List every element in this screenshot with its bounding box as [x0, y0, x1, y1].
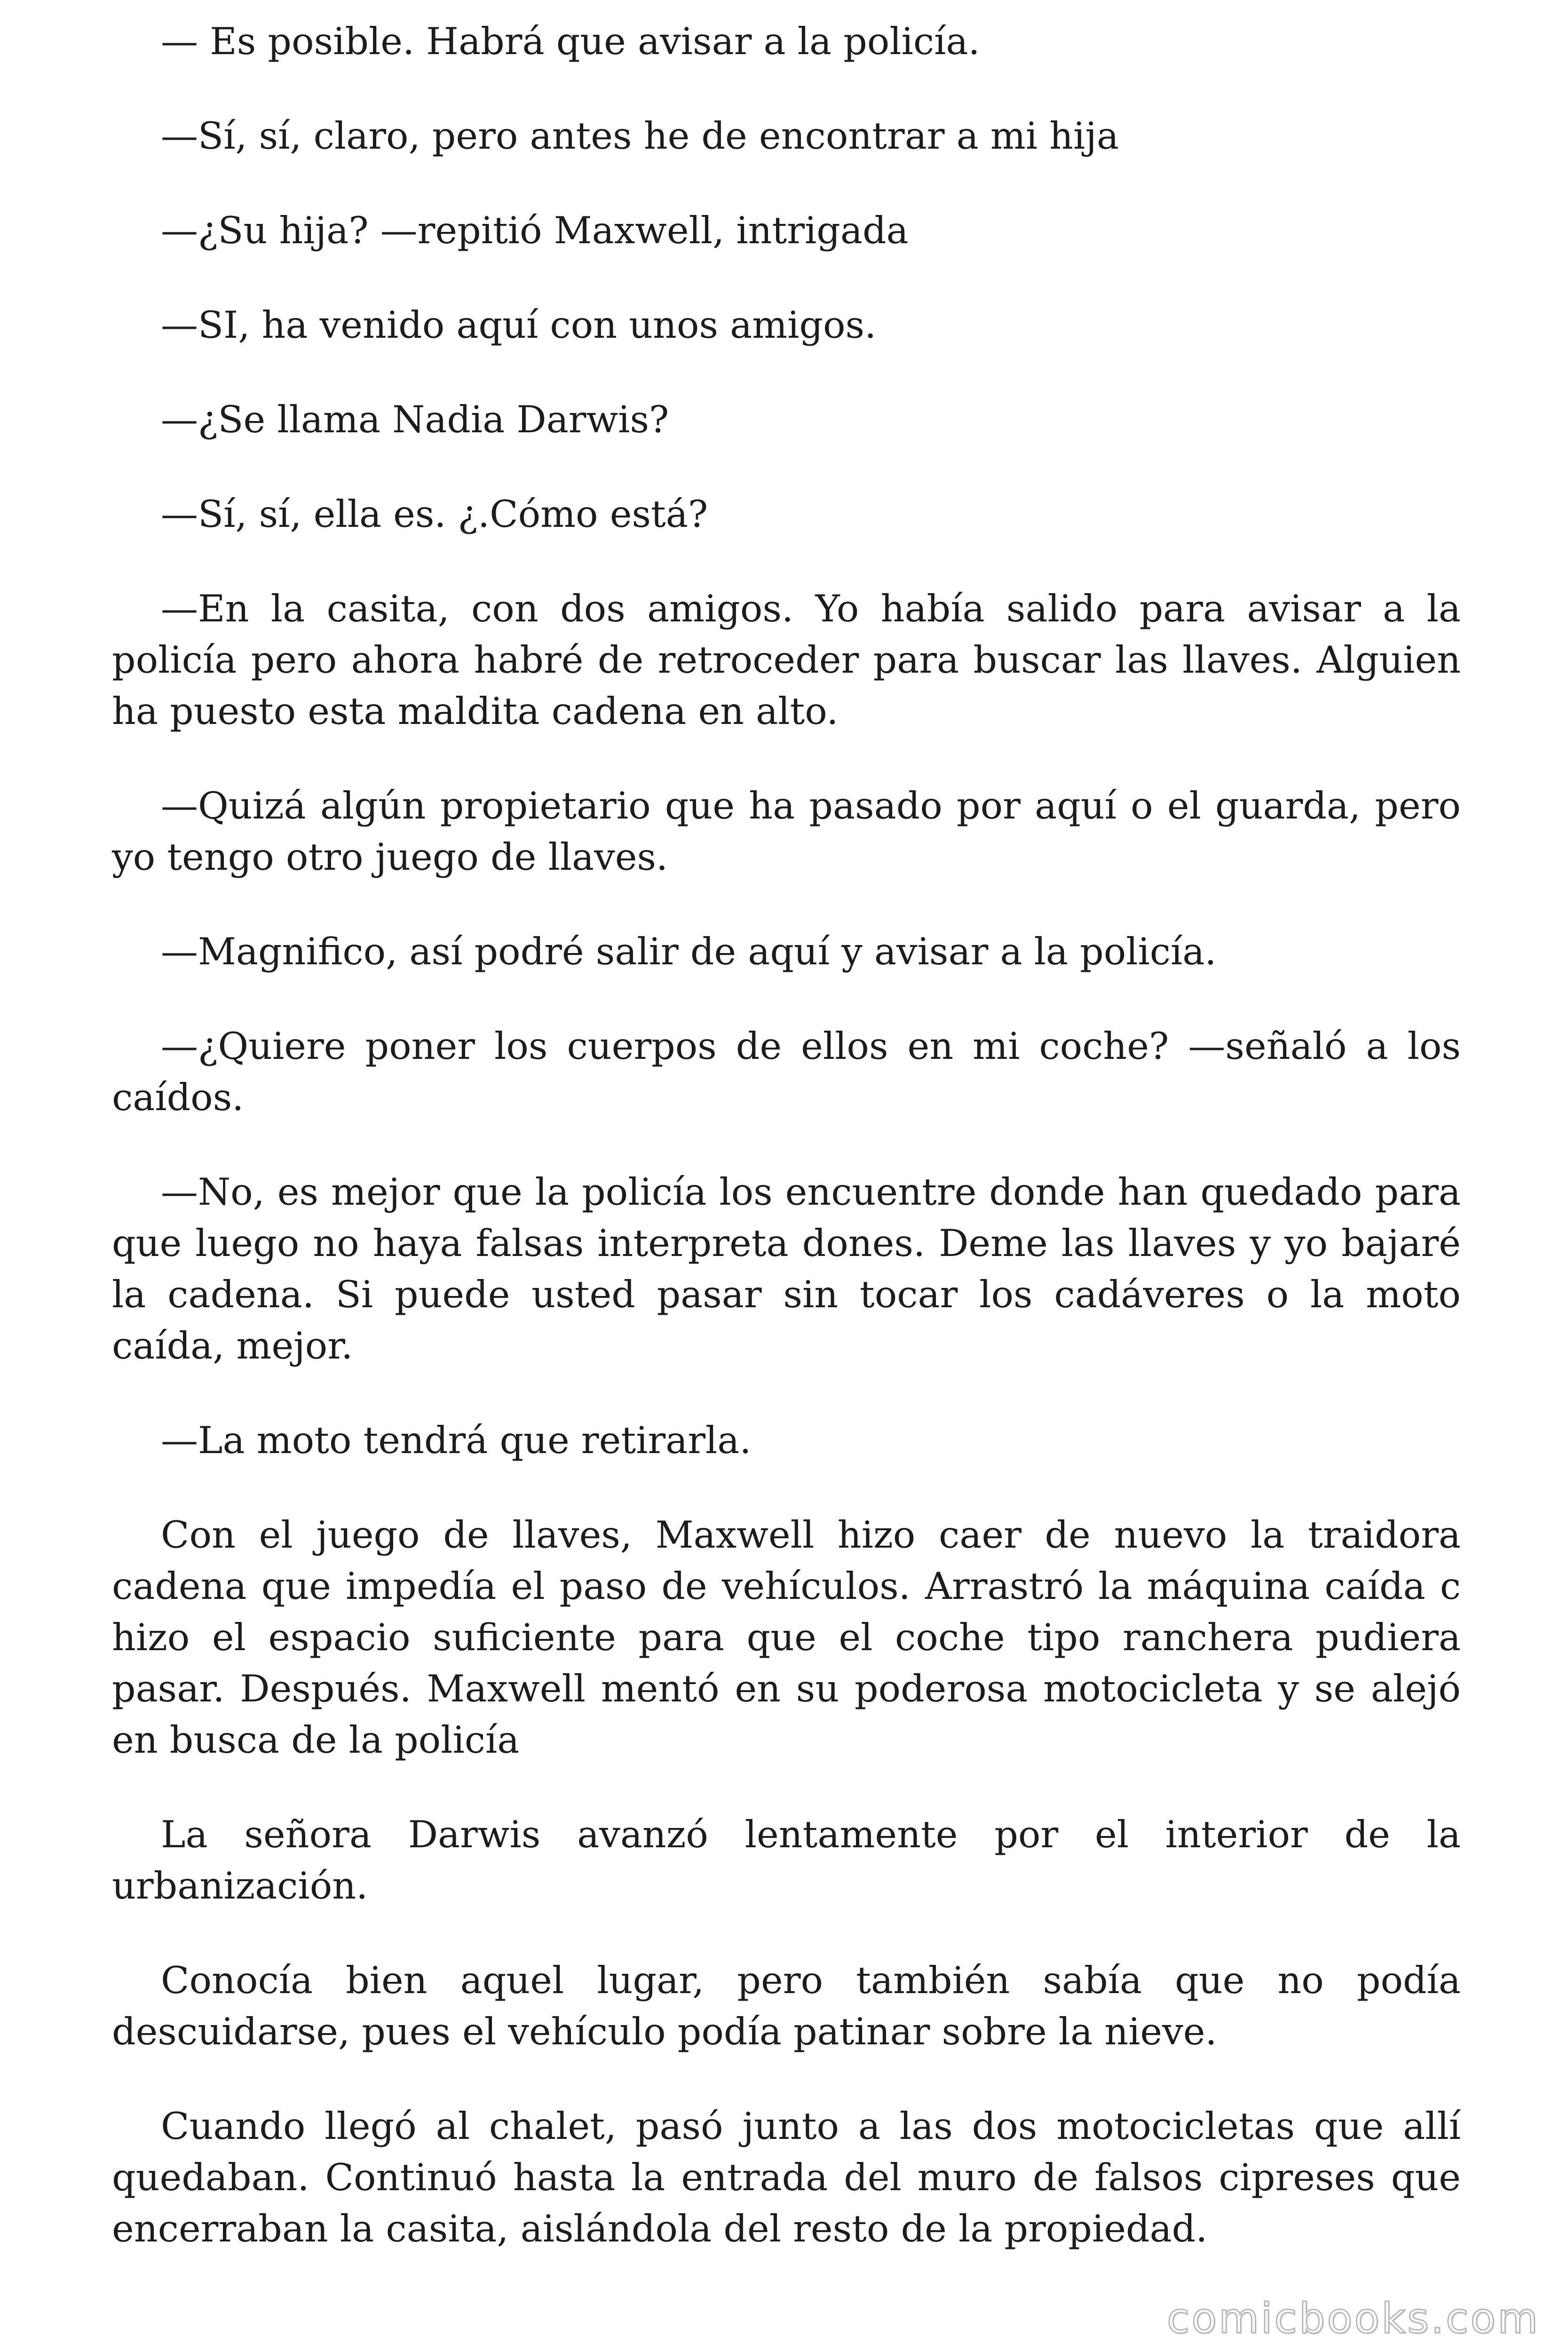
paragraph-14: La señora Darwis avanzó lentamente por el interior de la urbanización. — [112, 1813, 1461, 1907]
paragraph-16: Cuando llegó al chalet, pasó junto a las dos motocicletas que allí quedaban. Continuó hasta la entrada del muro de falsos cipreses que encerraban la casita, aislándola del resto de la propiedad. — [112, 2105, 1461, 2250]
paragraph-13: Con el juego de llaves, Maxwell hizo caer de nuevo la traidora cadena que impedía el paso de vehículos. Arrastró la máquina caída c hizo el espacio suficiente para que el coche tipo ranchera pudiera pasar. Después. Maxwell mentó en su poderosa motocicleta y se alejó en busca de la policía — [112, 1513, 1461, 1762]
paragraph-10: —¿Quiere poner los cuerpos de ellos en mi coche? —señaló a los caídos. — [112, 1025, 1461, 1119]
page-body — [112, 16, 1461, 2298]
paragraph-1: — Es posible. Habrá que avisar a la policía. — [161, 20, 980, 63]
paragraph-6: —Sí, sí, ella es. ¿.Cómo está? — [161, 493, 708, 536]
paragraph-5: —¿Se llama Nadia Darwis? — [161, 398, 669, 441]
paragraph-3: —¿Su hija? —repitió Maxwell, intrigada — [161, 209, 909, 252]
paragraph-9: —Magnifico, así podré salir de aquí y avisar a la policía. — [161, 930, 1217, 973]
paragraph-11: —No, es mejor que la policía los encuentre donde han quedado para que luego no haya falsas interpreta dones. Deme las llaves y yo bajaré la cadena. Si puede usted pasar sin tocar los cadáveres o la moto caída, mejor. — [112, 1170, 1461, 1367]
watermark: comicbooks.com — [1166, 2294, 1540, 2343]
paragraph-15: Conocía bien aquel lugar, pero también sabía que no podía descuidarse, pues el vehículo podía patinar sobre la nieve. — [112, 1959, 1461, 2053]
paragraph-4: —SI, ha venido aquí con unos amigos. — [161, 303, 877, 347]
paragraph-12: —La moto tendrá que retirarla. — [161, 1419, 752, 1462]
paragraph-2: —Sí, sí, claro, pero antes he de encontrar a mi hija — [161, 114, 1119, 158]
paragraph-7: —En la casita, con dos amigos. Yo había salido para avisar a la policía pero ahora habré de retroceder para buscar las llaves. Alguien ha puesto esta maldita cadena en alto. — [112, 587, 1461, 733]
paragraph-8: —Quizá algún propietario que ha pasado por aquí o el guarda, pero yo tengo otro juego de llaves. — [112, 784, 1461, 879]
